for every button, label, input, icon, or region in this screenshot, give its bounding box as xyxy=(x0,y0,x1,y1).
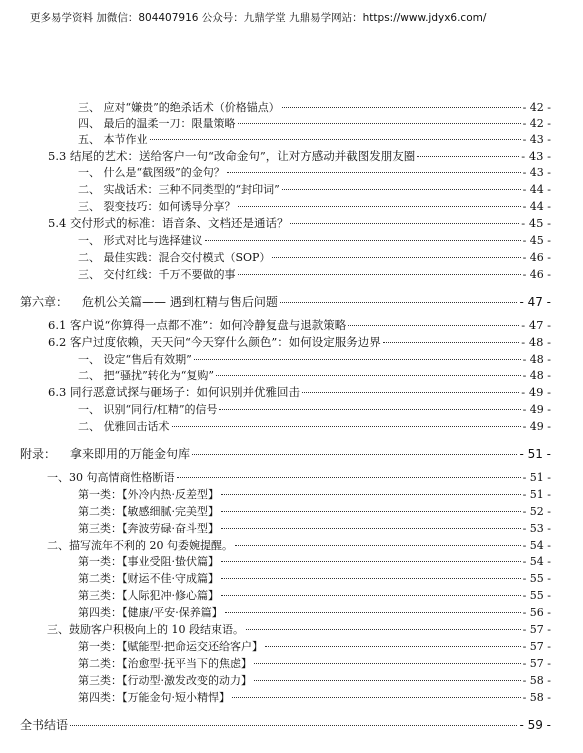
toc-entry[interactable] xyxy=(48,384,551,400)
toc-page-number: - 49 - xyxy=(521,385,551,399)
toc-entry[interactable] xyxy=(78,587,551,603)
toc-chapter-title: 拿来即用的万能金句库 xyxy=(70,447,191,461)
toc-page-number: - 59 - xyxy=(519,718,551,732)
toc-page-number: - 49 - xyxy=(522,403,551,416)
toc-entry[interactable] xyxy=(78,164,551,180)
toc-dot-leader xyxy=(192,454,517,455)
toc-entry-label: 全书结语 xyxy=(20,718,69,732)
toc-entry[interactable] xyxy=(78,638,551,654)
toc-page-number: - 51 - xyxy=(519,447,551,461)
toc-entry-label: 第二类：【敏感细腻·完美型】 xyxy=(78,505,219,518)
toc-entry[interactable] xyxy=(47,621,551,637)
toc-entry[interactable] xyxy=(78,418,551,434)
toc-dot-leader xyxy=(272,257,520,258)
toc-page-number: - 43 - xyxy=(522,133,551,146)
toc-entry[interactable] xyxy=(48,215,551,231)
toc-page-number: - 58 - xyxy=(522,691,551,704)
toc-dot-leader xyxy=(221,528,521,529)
toc-entry-label: 第三类：【行动型·激发改变的动力】 xyxy=(78,674,252,687)
toc-dot-leader xyxy=(348,325,519,326)
toc-page-number: - 52 - xyxy=(522,505,551,518)
toc-dot-leader xyxy=(282,107,521,108)
toc-dot-leader xyxy=(280,302,518,303)
toc-dot-leader xyxy=(177,477,521,478)
toc-entry-label: 二、 把“骚扰”转化为“复购” xyxy=(78,369,214,382)
toc-page-number: - 46 - xyxy=(522,251,551,264)
page-header-banner: 更多易学资料 加微信：804407916 公众号：九鼎学堂 九鼎易学网站：https://www.jdyx6.com/ xyxy=(30,12,487,24)
toc-page-number: - 47 - xyxy=(521,318,551,332)
toc-dot-leader xyxy=(282,189,521,190)
toc-entry-label: 一、 什么是“截图级”的金句？ xyxy=(78,166,225,179)
toc-entry[interactable] xyxy=(78,401,551,417)
toc-entry[interactable] xyxy=(78,249,551,265)
toc-entry[interactable] xyxy=(20,293,551,310)
toc-entry-label: 第二类：【治愈型·抚平当下的焦虑】 xyxy=(78,657,252,670)
toc-page-number: - 47 - xyxy=(519,295,551,309)
toc-entry[interactable] xyxy=(20,716,551,733)
toc-entry-label: 第一类：【赋能型·把命运交还给客户】 xyxy=(78,640,263,653)
toc-page-number: - 54 - xyxy=(522,555,551,568)
toc-page-number: - 57 - xyxy=(522,623,551,636)
toc-entry-label: 三、 交付红线：千万不要做的事 xyxy=(78,268,236,281)
toc-page-number: - 49 - xyxy=(522,420,551,433)
toc-entry[interactable] xyxy=(78,604,551,620)
toc-entry[interactable] xyxy=(78,367,551,383)
toc-entry-label: 第三类：【奔波劳碌·奋斗型】 xyxy=(78,522,219,535)
toc-page-number: - 44 - xyxy=(522,183,551,196)
toc-page-number: - 55 - xyxy=(522,572,551,585)
toc-entry-label: 二、 最佳实践：混合交付模式（SOP） xyxy=(78,251,271,264)
toc-page-number: - 51 - xyxy=(522,471,551,484)
toc-entry-label: 一、 形式对比与选择建议 xyxy=(78,234,203,247)
toc-dot-leader xyxy=(238,123,521,124)
toc-dot-leader xyxy=(225,612,521,613)
toc-entry-label: 第三类：【人际犯冲·修心篇】 xyxy=(78,589,219,602)
toc-dot-leader xyxy=(221,561,521,562)
toc-entry[interactable] xyxy=(78,689,551,705)
toc-dot-leader xyxy=(383,342,520,343)
toc-page-number: - 57 - xyxy=(522,657,551,670)
toc-entry[interactable] xyxy=(78,486,551,502)
toc-entry-label: 6.1 客户说“你算得一点都不准”：如何冷静复盘与退款策略 xyxy=(48,318,347,332)
toc-dot-leader xyxy=(205,240,521,241)
toc-dot-leader xyxy=(302,392,519,393)
toc-page-number: - 57 - xyxy=(522,640,551,653)
toc-page-number: - 42 - xyxy=(522,101,551,114)
toc-entry-label: 四、 最后的温柔一刀：限量策略 xyxy=(78,117,236,130)
toc-page-number: - 58 - xyxy=(522,674,551,687)
toc-dot-leader xyxy=(254,680,521,681)
toc-entry-label: 第一类：【外冷内热·反差型】 xyxy=(78,488,219,501)
toc-entry[interactable] xyxy=(78,266,551,282)
toc-entry[interactable] xyxy=(78,131,551,147)
toc-entry-label: 第一类：【事业受阻·蛰伏篇】 xyxy=(78,555,219,568)
toc-entry-label: 三、鼓励客户积极向上的 10 段结束语。 xyxy=(47,623,244,636)
toc-page-number: - 56 - xyxy=(522,606,551,619)
toc-chapter-title: 危机公关篇—— 遇到杠精与售后问题 xyxy=(82,295,278,309)
toc-entry-label: 三、 应对“嫌贵”的绝杀话术（价格锚点） xyxy=(78,101,280,114)
toc-page-number: - 48 - xyxy=(522,369,551,382)
toc-chapter-number: 附录： xyxy=(20,447,57,461)
toc-entry[interactable] xyxy=(78,520,551,536)
toc-entry-label: 一、 设定“售后有效期” xyxy=(78,353,192,366)
toc-dot-leader xyxy=(221,511,521,512)
toc-dot-leader xyxy=(232,697,521,698)
toc-page-number: - 45 - xyxy=(521,216,551,230)
toc-dot-leader xyxy=(150,139,521,140)
toc-entry[interactable] xyxy=(20,445,551,462)
toc-dot-leader xyxy=(70,725,517,726)
toc-dot-leader xyxy=(246,629,521,630)
toc-dot-leader xyxy=(216,375,521,376)
toc-page-number: - 42 - xyxy=(522,117,551,130)
toc-entry-label xyxy=(20,293,278,310)
toc-entry[interactable] xyxy=(78,672,551,688)
toc-entry[interactable] xyxy=(78,570,551,586)
toc-entry-label: 五、 本节作业 xyxy=(78,133,148,146)
toc-entry-label: 第二类：【财运不佳·守成篇】 xyxy=(78,572,219,585)
toc-dot-leader xyxy=(221,595,521,596)
toc-dot-leader xyxy=(221,578,521,579)
toc-dot-leader xyxy=(238,206,521,207)
toc-entry[interactable] xyxy=(47,469,551,485)
toc-entry[interactable] xyxy=(78,181,551,197)
toc-entry[interactable] xyxy=(78,232,551,248)
toc-page-number: - 48 - xyxy=(521,335,551,349)
toc-entry[interactable] xyxy=(78,99,551,115)
toc-page-number: - 51 - xyxy=(522,488,551,501)
toc-dot-leader xyxy=(172,426,521,427)
toc-page-number: - 46 - xyxy=(522,268,551,281)
toc-page-number: - 55 - xyxy=(522,589,551,602)
toc-entry[interactable] xyxy=(78,503,551,519)
toc-page-number: - 45 - xyxy=(522,234,551,247)
toc-page-number: - 48 - xyxy=(522,353,551,366)
toc-dot-leader xyxy=(290,223,519,224)
toc-entry-label: 一、30 句高情商性格断语 xyxy=(47,471,175,484)
toc-entry-label: 第四类：【万能金句·短小精悍】 xyxy=(78,691,230,704)
toc-entry-label: 二、 实战话术：三种不同类型的“封印词” xyxy=(78,183,280,196)
toc-dot-leader xyxy=(227,172,521,173)
toc-entry[interactable] xyxy=(78,655,551,671)
toc-dot-leader xyxy=(238,274,521,275)
toc-chapter-number: 第六章： xyxy=(20,295,69,309)
toc-page-number: - 44 - xyxy=(522,200,551,213)
toc-entry-label: 一、 识别“同行/杠精”的信号 xyxy=(78,403,218,416)
toc-page-number: - 43 - xyxy=(521,149,551,163)
toc-entry[interactable] xyxy=(47,537,551,553)
toc-page-number: - 54 - xyxy=(522,539,551,552)
toc-entry-label: 二、 优雅回击话术 xyxy=(78,420,170,433)
toc-dot-leader xyxy=(265,646,521,647)
toc-entry-label: 三、 裂变技巧：如何诱导分享？ xyxy=(78,200,236,213)
toc-entry[interactable] xyxy=(78,198,551,214)
toc-entry-label: 5.4 交付形式的标准：语音条、文档还是通话？ xyxy=(48,216,289,230)
toc-entry-label: 5.3 结尾的艺术：送给客户一句“改命金句”，让对方感动并截图发朋友圈 xyxy=(48,149,416,163)
toc-entry[interactable] xyxy=(78,115,551,131)
toc-entry[interactable] xyxy=(78,553,551,569)
toc-entry[interactable] xyxy=(48,148,551,164)
toc-entry-label xyxy=(20,445,190,462)
toc-entry[interactable] xyxy=(78,351,551,367)
toc-dot-leader xyxy=(194,359,521,360)
toc-entry[interactable] xyxy=(48,334,551,350)
toc-dot-leader xyxy=(219,409,520,410)
toc-dot-leader xyxy=(254,663,521,664)
toc-dot-leader xyxy=(221,494,521,495)
toc-entry-label: 第四类：【健康/平安·保养篇】 xyxy=(78,606,223,619)
toc-page-number: - 53 - xyxy=(522,522,551,535)
toc-dot-leader xyxy=(417,156,519,157)
toc-entry-label: 6.2 客户过度依赖，天天问“今天穿什么颜色”：如何设定服务边界 xyxy=(48,335,381,349)
toc-entry[interactable] xyxy=(48,317,551,333)
toc-dot-leader xyxy=(235,545,521,546)
toc-entry-label: 6.3 同行恶意试探与砸场子：如何识别并优雅回击 xyxy=(48,385,300,399)
toc-page-number: - 43 - xyxy=(522,166,551,179)
toc-entry-label: 二、描写流年不利的 20 句委婉提醒。 xyxy=(47,539,233,552)
